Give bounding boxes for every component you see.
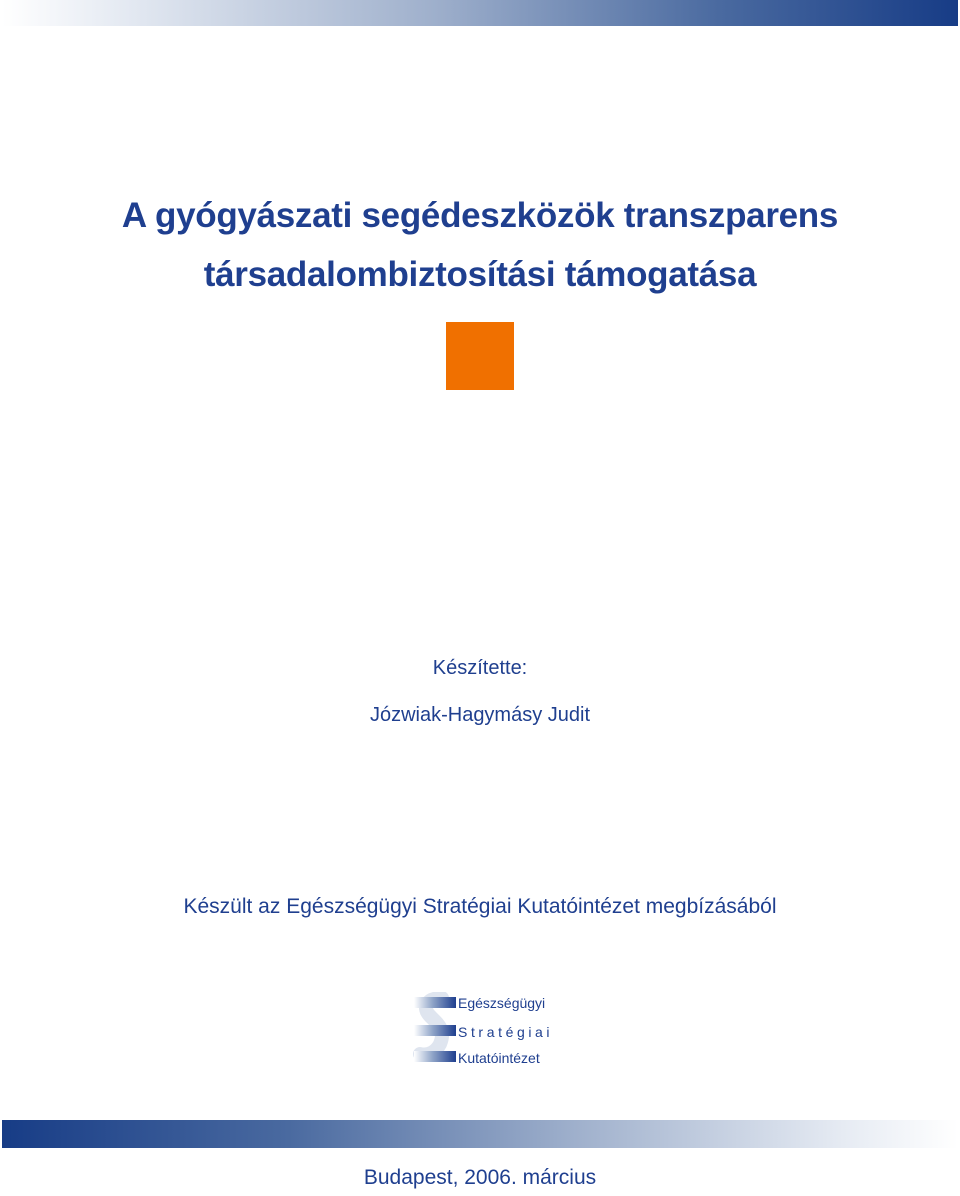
title-line-1: A gyógyászati segédeszközök transzparens xyxy=(121,196,839,236)
logo-text-line-3: Kutatóintézet xyxy=(458,1050,540,1066)
title-line-2: társadalombiztosítási támogatása xyxy=(203,255,757,295)
top-gradient-bar xyxy=(2,0,958,26)
institute-logo xyxy=(412,992,572,1068)
author-name: Józwiak-Hagymásy Judit xyxy=(369,704,591,726)
orange-square-decoration xyxy=(446,322,514,390)
institute-logo-mark-icon xyxy=(412,992,458,1068)
document-title xyxy=(0,186,960,304)
logo-text-line-2: Stratégiai xyxy=(458,1024,554,1040)
place-and-date: Budapest, 2006. március xyxy=(363,1166,597,1189)
commission-statement: Készült az Egészségügyi Stratégiai Kutatóintézet megbízásából xyxy=(183,895,777,918)
logo-text-line-1: Egészségügyi xyxy=(458,995,546,1011)
bottom-gradient-bar xyxy=(2,1120,958,1148)
prepared-by-label: Készítette: xyxy=(432,657,528,679)
